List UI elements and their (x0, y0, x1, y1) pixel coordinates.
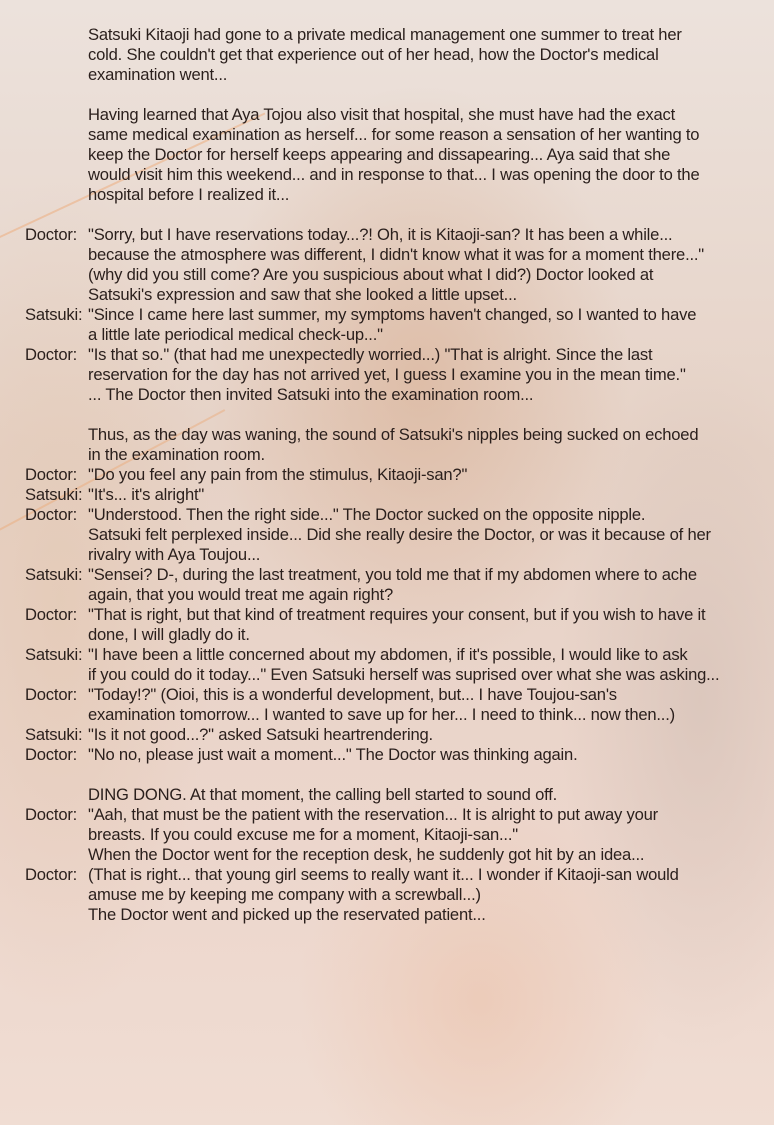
speaker-label: Doctor: (25, 225, 78, 244)
line-text: because the atmosphere was different, I didn't know what it was for a moment there..." (88, 245, 704, 264)
dialogue-line (0, 845, 774, 865)
dialogue-line (0, 325, 774, 345)
line-text: "Is it not good...?" asked Satsuki heartrendering. (88, 725, 433, 744)
dialogue-line (0, 805, 774, 825)
dialogue-line (0, 865, 774, 885)
dialogue-line (0, 585, 774, 605)
dialogue-line (0, 605, 774, 625)
dialogue-line (0, 705, 774, 725)
line-text: The Doctor went and picked up the reservated patient... (88, 905, 486, 924)
speaker-label: Doctor: (25, 605, 78, 624)
line-text: DING DONG. At that moment, the calling bell started to sound off. (88, 785, 558, 804)
dialogue-line (0, 245, 774, 265)
dialogue-line (0, 465, 774, 485)
speaker-label: Doctor: (25, 465, 78, 484)
dialogue-line (0, 45, 774, 65)
line-text: keep the Doctor for herself keeps appearing and dissapearing... Aya said that she (88, 145, 671, 164)
line-text: Thus, as the day was waning, the sound of Satsuki's nipples being sucked on echoed (88, 425, 699, 444)
line-text: reservation for the day has not arrived yet, I guess I examine you in the mean time." (88, 365, 686, 384)
line-text: "That is right, but that kind of treatment requires your consent, but if you wish to have it (88, 605, 706, 624)
line-text: When the Doctor went for the reception desk, he suddenly got hit by an idea... (88, 845, 645, 864)
line-text: would visit him this weekend... and in response to that... I was opening the door to the (88, 165, 700, 184)
line-text: hospital before I realized it... (88, 185, 290, 204)
blank-line (0, 765, 774, 785)
blank-line (0, 205, 774, 225)
dialogue-line (0, 725, 774, 745)
speaker-label: Satsuki: (25, 565, 83, 584)
line-text: done, I will gladly do it. (88, 625, 250, 644)
speaker-label: Satsuki: (25, 485, 83, 504)
speaker-label: Satsuki: (25, 725, 83, 744)
line-text: (why did you still come? Are you suspicious about what I did?) Doctor looked at (88, 265, 654, 284)
dialogue-line (0, 485, 774, 505)
speaker-label: Doctor: (25, 685, 78, 704)
line-text: "Understood. Then the right side..." The Doctor sucked on the opposite nipple. (88, 505, 646, 524)
line-text: "Aah, that must be the patient with the reservation... It is alright to put away your (88, 805, 658, 824)
dialogue-line (0, 305, 774, 325)
line-text: in the examination room. (88, 445, 265, 464)
dialogue-line (0, 565, 774, 585)
dialogue-line (0, 445, 774, 465)
line-text: amuse me by keeping me company with a screwball...) (88, 885, 481, 904)
line-text: a little late periodical medical check-up..." (88, 325, 383, 344)
line-text: cold. She couldn't get that experience out of her head, how the Doctor's medical (88, 45, 659, 64)
dialogue-line (0, 905, 774, 925)
line-text: "Is that so." (that had me unexpectedly worried...) "That is alright. Since the last (88, 345, 653, 364)
line-text: "Sensei? D-, during the last treatment, you told me that if my abdomen where to ache (88, 565, 697, 584)
speaker-label: Doctor: (25, 745, 78, 764)
dialogue-line (0, 425, 774, 445)
dialogue-line (0, 825, 774, 845)
dialogue-line (0, 125, 774, 145)
speaker-label: Doctor: (25, 505, 78, 524)
speaker-label: Doctor: (25, 865, 78, 884)
line-text: "It's... it's alright" (88, 485, 205, 504)
dialogue-line (0, 545, 774, 565)
speaker-label: Doctor: (25, 345, 78, 364)
line-text: "Today!?" (Oioi, this is a wonderful development, but... I have Toujou-san's (88, 685, 617, 704)
line-text: rivalry with Aya Toujou... (88, 545, 261, 564)
dialogue-line (0, 225, 774, 245)
dialogue-line (0, 505, 774, 525)
dialogue-line (0, 345, 774, 365)
dialogue-line (0, 365, 774, 385)
line-text: "I have been a little concerned about my abdomen, if it's possible, I would like to ask (88, 645, 688, 664)
line-text: Satsuki Kitaoji had gone to a private medical management one summer to treat her (88, 25, 682, 44)
dialogue-line (0, 285, 774, 305)
line-text: "Since I came here last summer, my symptoms haven't changed, so I wanted to have (88, 305, 697, 324)
line-text: examination went... (88, 65, 228, 84)
dialogue-line (0, 265, 774, 285)
line-text: "Do you feel any pain from the stimulus, Kitaoji-san?" (88, 465, 468, 484)
blank-line (0, 405, 774, 425)
dialogue-line (0, 785, 774, 805)
line-text: again, that you would treat me again right? (88, 585, 394, 604)
dialogue-line (0, 65, 774, 85)
dialogue-line (0, 145, 774, 165)
dialogue-line (0, 105, 774, 125)
dialogue-line (0, 525, 774, 545)
speaker-label: Satsuki: (25, 305, 83, 324)
dialogue-line (0, 885, 774, 905)
line-text: if you could do it today..." Even Satsuki herself was suprised over what she was asking... (88, 665, 720, 684)
line-text: breasts. If you could excuse me for a moment, Kitaoji-san..." (88, 825, 518, 844)
line-text: Satsuki's expression and saw that she looked a little upset... (88, 285, 517, 304)
dialogue-line (0, 685, 774, 705)
line-text: examination tomorrow... I wanted to save up for her... I need to think... now then...) (88, 705, 675, 724)
speaker-label: Satsuki: (25, 645, 83, 664)
blank-line (0, 85, 774, 105)
line-text: ... The Doctor then invited Satsuki into the examination room... (88, 385, 534, 404)
dialogue-line (0, 745, 774, 765)
speaker-label: Doctor: (25, 805, 78, 824)
line-text: Having learned that Aya Tojou also visit that hospital, she must have had the exact (88, 105, 675, 124)
dialogue-line (0, 645, 774, 665)
line-text: "No no, please just wait a moment..." The Doctor was thinking again. (88, 745, 578, 764)
line-text: "Sorry, but I have reservations today...?! Oh, it is Kitaoji-san? It has been a while... (88, 225, 673, 244)
dialogue-line (0, 665, 774, 685)
line-text: Satsuki felt perplexed inside... Did she really desire the Doctor, or was it because of her (88, 525, 711, 544)
dialogue-line (0, 625, 774, 645)
dialogue-line (0, 185, 774, 205)
line-text: same medical examination as herself... for some reason a sensation of her wanting to (88, 125, 700, 144)
dialogue-line (0, 385, 774, 405)
dialogue-line (0, 165, 774, 185)
line-text: (That is right... that young girl seems to really want it... I wonder if Kitaoji-san would (88, 865, 679, 884)
dialogue-line (0, 25, 774, 45)
